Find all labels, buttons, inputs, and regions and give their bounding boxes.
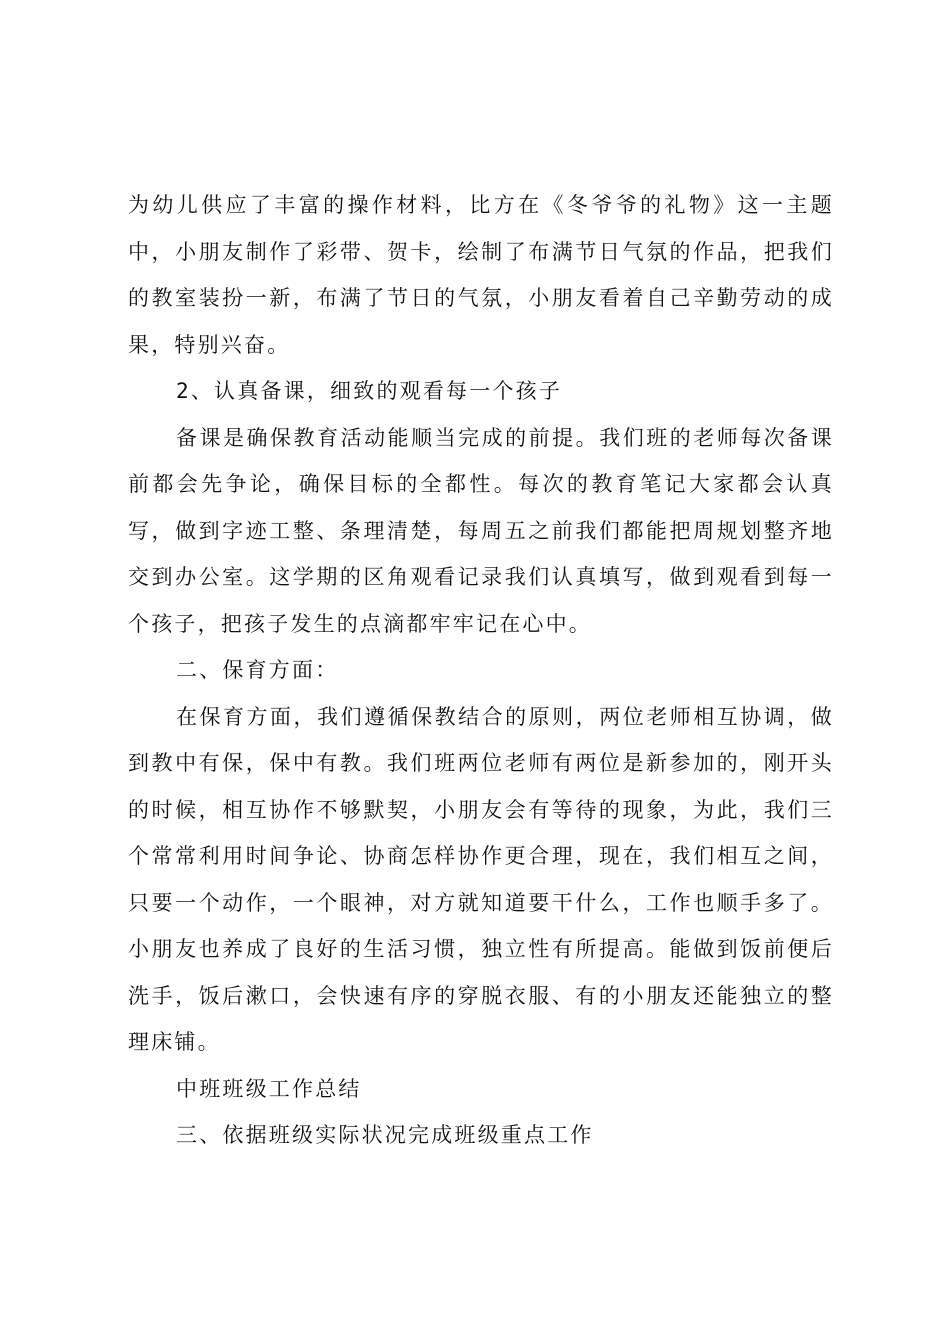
document-body — [128, 182, 834, 1159]
section-heading-3: 三、依据班级实际状况完成班级重点工作 — [176, 1123, 594, 1147]
paragraph-care: 在保育方面，我们遵循保教结合的原则，两位老师相互协调，做到教中有保，保中有教。我们班两位老师有两位是新参加的，刚开头的时候，相互协作不够默契，小朋友会有等待的现象，为此，我们三个常常利用时间争论、协商怎样协作更合理，现在，我们相互之间，只要一个动作，一个眼神，对方就知道要干什么，工作也顺手多了。小朋友也养成了良好的生活习惯，独立性有所提高。能做到饭前便后洗手，饭后漱口，会快速有序的穿脱衣服、有的小朋友还能独立的整理床铺。 — [128, 704, 834, 1054]
section-heading-2: 2、认真备课，细致的观看每一个孩子 — [176, 379, 563, 403]
document-subtitle: 中班班级工作总结 — [176, 1076, 362, 1101]
paragraph-continuation: 为幼儿供应了丰富的操作材料，比方在《冬爷爷的礼物》这一主题中，小朋友制作了彩带、贺卡，绘制了布满节日气氛的作品，把我们的教室装扮一新，布满了节日的气氛，小朋友看着自己辛勤劳动的成果，特别兴奋。 — [128, 193, 834, 357]
paragraph-lesson-prep: 备课是确保教育活动能顺当完成的前提。我们班的老师每次备课前都会先争论，确保目标的全都性。每次的教育笔记大家都会认真写，做到字迹工整、条理清楚，每周五之前我们都能把周规划整齐地交到办公室。这学期的区角观看记录我们认真填写，做到观看到每一个孩子，把孩子发生的点滴都牢牢记在心中。 — [128, 425, 834, 636]
section-heading-care: 二、保育方面： — [176, 658, 339, 682]
